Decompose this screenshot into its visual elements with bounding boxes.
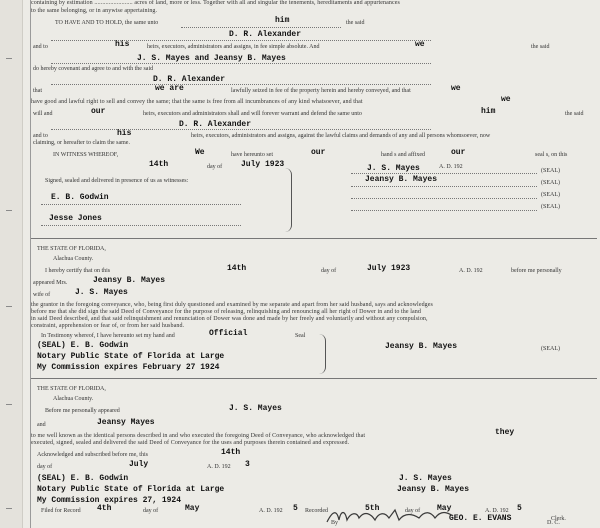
- label-the-said: the said: [565, 111, 584, 117]
- binder-margin: [0, 0, 23, 528]
- seal-1: (SEAL): [541, 168, 560, 174]
- ack1-day: 14th: [227, 264, 247, 273]
- ack1-signed: Jeansy B. Mayes: [385, 342, 458, 351]
- ack2-sig-1: J. S. Mayes: [399, 474, 452, 483]
- blank-line: [351, 210, 537, 211]
- heirs-text: heirs, executors, administrators and assigns, in fee simple absolute. And: [147, 44, 320, 50]
- ack1-notary-name: (SEAL) E. B. Godwin: [37, 341, 129, 350]
- grantee-pronoun: him: [275, 16, 290, 25]
- filing-month-1: May: [185, 504, 200, 513]
- margin-tick: [6, 404, 12, 405]
- section-divider: [31, 238, 597, 239]
- label-day-of: day of: [321, 268, 337, 274]
- ack2-person-1: J. S. Mayes: [229, 404, 282, 413]
- grantor-names: J. S. Mayes and Jeansy B. Mayes: [137, 54, 286, 63]
- blank-line: [41, 204, 241, 205]
- signed-sealed: Signed, sealed and delivered in presence of us as witnesses:: [45, 178, 189, 184]
- label-day-of: day of: [37, 464, 53, 470]
- blank-line: [351, 186, 537, 187]
- ack2-day: 14th: [221, 448, 241, 457]
- ack2-before-me: Before me personally appeared: [45, 408, 120, 414]
- ack1-wife-name: Jeansy B. Mayes: [93, 276, 166, 285]
- label-before-me: before me personally: [511, 268, 562, 274]
- filing-month-2: May: [437, 504, 452, 513]
- grantor-we: we: [415, 40, 425, 49]
- label-the-said: the said: [346, 20, 365, 26]
- ack1-testimony: In Testimony whereof, I have hereunto set my hand and: [41, 333, 175, 339]
- seal-3: (SEAL): [541, 192, 560, 198]
- clerk-name: GEO. E. EVANS: [449, 514, 512, 523]
- margin-tick: [6, 306, 12, 307]
- filing-year-1: 5: [293, 504, 298, 513]
- ack2-notary-name: (SEAL) E. B. Godwin: [37, 474, 129, 483]
- ack1-state: THE STATE OF FLORIDA,: [37, 246, 106, 252]
- ack2-acknowledged: Acknowledged and subscribed before me, this: [37, 452, 148, 458]
- signer-2: Jeansy B. Mayes: [365, 175, 438, 184]
- we-are: we are: [155, 84, 184, 93]
- witness-2: Jesse Jones: [49, 214, 102, 223]
- our-text: our: [91, 107, 106, 116]
- deed-sheet: [30, 0, 597, 528]
- blank-line: [351, 173, 537, 174]
- blank-line: [51, 40, 431, 41]
- label-and-to: and to: [33, 44, 48, 50]
- ack1-body: in said Deed described, and that said relinquishment and renunciation of Dower was done and made by her freely and voluntarily and without any compulsion,: [31, 316, 428, 322]
- ack1-month: July 1923: [367, 264, 411, 273]
- label-day-of: day of: [207, 164, 223, 170]
- clerk-label: Clerk.: [551, 516, 566, 522]
- witness-month-year: July 1923: [241, 160, 285, 169]
- label-ad: A. D. 192: [485, 508, 509, 514]
- covenant-text: do hereby covenant and agree to and with the said: [33, 66, 154, 72]
- ack1-official: Official: [209, 329, 248, 338]
- ack2-state: THE STATE OF FLORIDA,: [37, 386, 106, 392]
- warrant-text: heirs, executors and administrators shall and will forever warrant and defend the same unto: [143, 111, 362, 117]
- ack1-notary-title: Notary Public State of Florida at Large: [37, 352, 225, 361]
- label-ad: A. D. 192: [259, 508, 283, 514]
- witness-1: E. B. Godwin: [51, 193, 109, 202]
- signature-brace: [285, 168, 292, 232]
- margin-tick: [6, 508, 12, 509]
- filing-year-2: 5: [517, 504, 522, 513]
- label-dc: D. C.: [547, 520, 560, 526]
- label-by: By: [331, 520, 339, 526]
- label-and: and: [37, 422, 46, 428]
- ack2-year-digit: 3: [245, 460, 250, 469]
- ack1-wife-of: wife of: [33, 292, 51, 298]
- ack1-body: the grantor in the foregoing conveyance, who, being first duly questioned and examined by me separate and apart from her said husband, says and acknowledges: [31, 302, 433, 308]
- ack1-seal-word: Seal: [295, 333, 306, 339]
- we-text: we: [501, 95, 511, 104]
- seal-2: (SEAL): [541, 180, 560, 186]
- ack1-seal: (SEAL): [541, 346, 560, 352]
- deputy-signature: [323, 504, 473, 526]
- our-text: our: [311, 148, 326, 157]
- blank-line: [181, 27, 341, 28]
- filing-day-1: 4th: [97, 504, 112, 513]
- ack2-sig-2: Jeansy B. Mayes: [397, 485, 470, 494]
- have-hereunto: have hereunto set: [231, 152, 273, 158]
- section-divider: [31, 378, 597, 379]
- our-text: our: [451, 148, 466, 157]
- label-ad: A. D. 192: [459, 268, 483, 274]
- claiming-text: claiming, or hereafter to claim the same.: [33, 140, 130, 146]
- we-text: we: [451, 84, 461, 93]
- seal-text: seal s, on this: [535, 152, 568, 158]
- grantee-name: D. R. Alexander: [229, 30, 302, 39]
- deed-line: containing by estimation ........................ acres of land, more or less. Together with all and singular the tenements, hereditaments and appurtenances: [31, 0, 400, 6]
- ack1-county: Alachua County.: [53, 256, 94, 262]
- ack2-known: executed, signed, sealed and delivered the said Deed of Conveyance for the uses and purposes therein contained and expressed.: [31, 440, 350, 446]
- ack1-brace: [319, 334, 326, 374]
- ack2-month: July: [129, 460, 149, 469]
- ack1-husband: J. S. Mayes: [75, 288, 128, 297]
- blank-line: [351, 198, 537, 199]
- blank-line: [41, 225, 241, 226]
- ack1-body: before me that she did sign the said Deed of Conveyance for the purpose of releasing, relinquishing and renouncing all her right of Dower in and to the land: [31, 309, 421, 315]
- ack2-they: they: [495, 428, 515, 437]
- label-ad: A. D. 192: [207, 464, 231, 470]
- we-capital: We: [195, 148, 205, 157]
- grantee-name-3: D. R. Alexander: [179, 120, 252, 129]
- grantee-pronoun: him: [481, 107, 496, 116]
- ack2-person-2: Jeansy Mayes: [97, 418, 155, 427]
- grantee-name-2: D. R. Alexander: [153, 75, 226, 84]
- margin-tick: [6, 58, 12, 59]
- deed-line: have good and lawful right to sell and convey the same; that the same is free from all incumbrances of any kind whatsoever, and that: [31, 99, 363, 105]
- ack1-notary-commission: My Commission expires February 27 1924: [37, 363, 220, 372]
- label-that: that: [33, 88, 42, 94]
- blank-line: [51, 129, 431, 130]
- signer-1: J. S. Mayes: [367, 164, 420, 173]
- habendum-text: TO HAVE AND TO HOLD, the same unto: [55, 20, 159, 26]
- label-and-to: and to: [33, 133, 48, 139]
- witness-day: 14th: [149, 160, 169, 169]
- margin-tick: [6, 210, 12, 211]
- filing-day-2: 5th: [365, 504, 380, 513]
- label-will-and: will and: [33, 111, 53, 117]
- ack1-certify: I hereby certify that on this: [45, 268, 111, 274]
- hand-text: hand s and affixed: [381, 152, 426, 158]
- ack2-notary-commission: My Commission expires 27, 1924: [37, 496, 182, 505]
- label-ad: A. D. 192: [439, 164, 463, 170]
- seal-4: (SEAL): [541, 204, 560, 210]
- grantee-his: his: [115, 40, 130, 49]
- filing-filed: Filed for Record: [41, 508, 81, 514]
- ack2-known: to me well known as the identical persons described in and who executed the foregoing Deed of Conveyance, who acknowledged that: [31, 433, 366, 439]
- ack1-body: constraint, apprehension or fear of, or from her said husband.: [31, 323, 185, 329]
- blank-line: [51, 84, 431, 85]
- ack2-county: Alachua County.: [53, 396, 94, 402]
- label-day-of: day of: [405, 508, 421, 514]
- filing-recorded: Recorded: [305, 508, 328, 514]
- grantee-his: his: [117, 129, 132, 138]
- witness-text: IN WITNESS WHEREOF,: [53, 152, 119, 158]
- ack2-notary-title: Notary Public State of Florida at Large: [37, 485, 225, 494]
- label-the-said: the said: [531, 44, 550, 50]
- seized-text: lawfully seized in fee of the property herein and hereby conveyed, and that: [231, 88, 411, 94]
- label-day-of: day of: [143, 508, 159, 514]
- blank-line: [51, 63, 431, 64]
- deed-line: to the same belonging, or in anywise appertaining.: [31, 8, 158, 14]
- against-text: heirs, executors, administrators and assigns, against the lawful claims and demands of any and all persons whomsoever, now: [191, 133, 491, 139]
- ack1-appeared: appeared Mrs.: [33, 280, 68, 286]
